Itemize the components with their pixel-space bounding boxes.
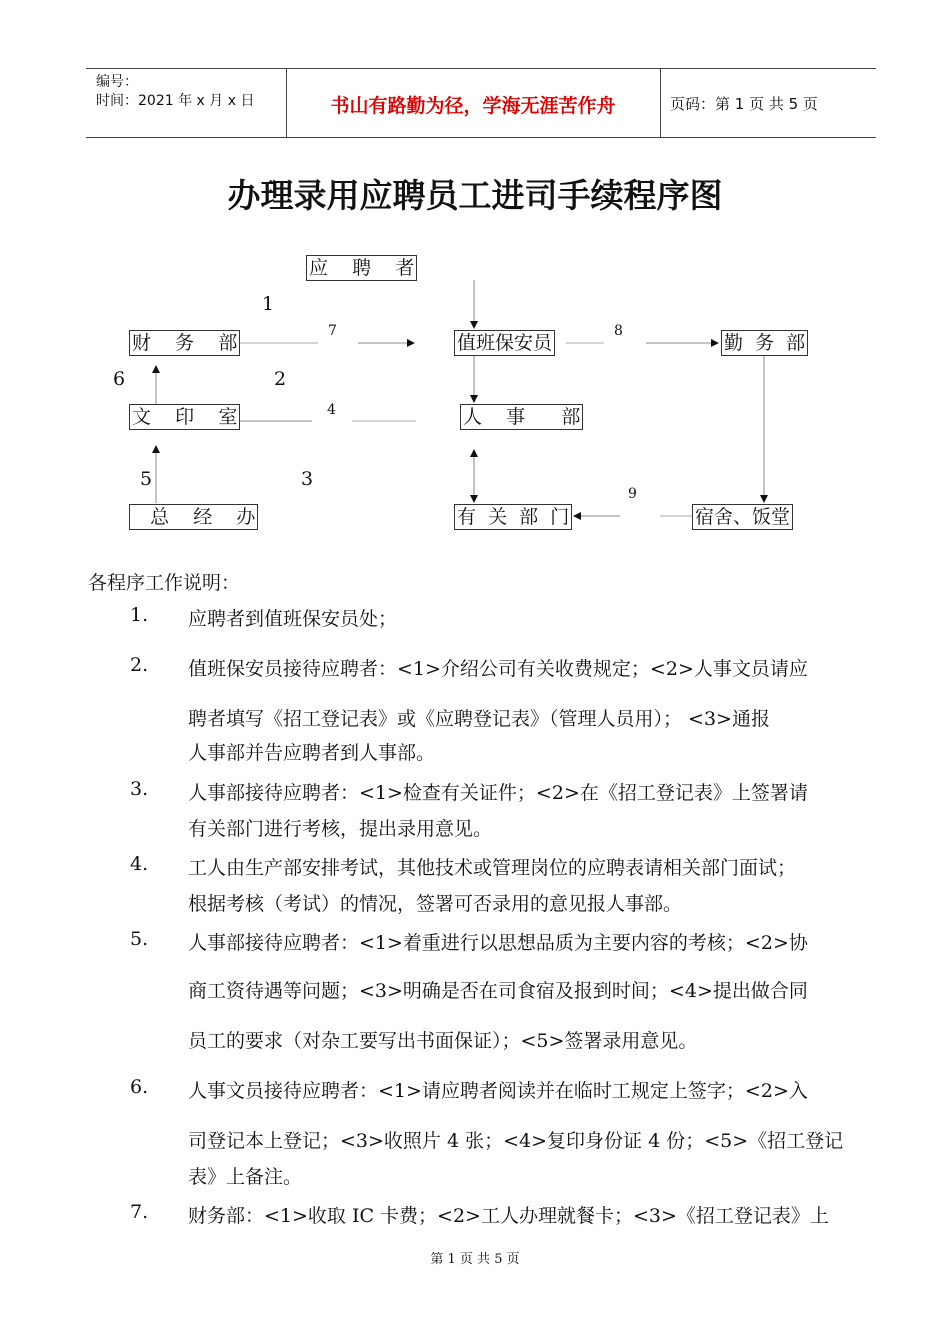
item-text: 有关部门进行考核，提出录用意见。 — [188, 818, 493, 840]
item-text: 财务部：<1>收取 IC 卡费；<2>工人办理就餐卡；<3>《招工登记表》上 — [188, 1205, 829, 1227]
item-number: 2. — [130, 654, 149, 676]
step-number: 9 — [628, 486, 637, 502]
item-text: 聘者填写《招工登记表》或《应聘登记表》（管理人员用）； <3>通报 — [188, 708, 770, 730]
item-text: 应聘者到值班保安员处； — [188, 608, 398, 630]
item-text: 员工的要求（对杂工要写出书面保证）；<5>签署录用意见。 — [188, 1030, 698, 1052]
item-number: 5. — [130, 928, 149, 950]
node-service: 勤 务 部 — [721, 330, 808, 356]
item-number: 1. — [130, 604, 149, 626]
item-number: 6. — [130, 1076, 149, 1098]
item-text: 表》上备注。 — [188, 1166, 303, 1188]
step-number: 8 — [614, 323, 623, 339]
item-text: 人事部接待应聘者：<1>检查有关证件；<2>在《招工登记表》上签署请 — [188, 782, 808, 804]
item-text: 工人由生产部安排考试，其他技术或管理岗位的应聘表请相关部门面试； — [188, 857, 797, 879]
section-heading: 各程序工作说明： — [88, 572, 241, 594]
item-number: 3. — [130, 778, 149, 800]
time-label: 时间：2021 年 x 月 x 日 — [96, 93, 255, 109]
node-general-office: 总 经 办 — [129, 504, 258, 530]
node-finance: 财 务 部 — [129, 330, 240, 356]
node-print-room: 文 印 室 — [129, 404, 240, 430]
node-related-dept: 有 关 部 门 — [454, 504, 572, 530]
node-dorm: 宿舍、饭堂 — [692, 504, 793, 530]
step-number: 4 — [327, 402, 336, 418]
header-motto: 书山有路勤为径，学海无涯苦作舟 — [330, 95, 616, 117]
node-applicant: 应 聘 者 — [306, 255, 417, 281]
number-label: 编号： — [96, 74, 138, 90]
step-number: 7 — [328, 323, 337, 339]
item-number: 4. — [130, 853, 149, 875]
header-page-info: 页码：第 1 页 共 5 页 — [670, 95, 818, 113]
step-number: 3 — [301, 468, 314, 490]
item-text: 人事部并告应聘者到人事部。 — [188, 742, 436, 764]
item-text: 人事部接待应聘者：<1>着重进行以思想品质为主要内容的考核；<2>协 — [188, 932, 808, 954]
node-hr: 人 事 部 — [460, 404, 583, 430]
item-text: 商工资待遇等问题；<3>明确是否在司食宿及报到时间；<4>提出做合同 — [188, 980, 808, 1002]
step-number: 5 — [140, 468, 153, 490]
document-title: 办理录用应聘员工进司手续程序图 — [227, 176, 723, 215]
step-number: 6 — [113, 368, 126, 390]
item-number: 7. — [130, 1201, 149, 1223]
page-footer: 第 1 页 共 5 页 — [430, 1252, 520, 1267]
step-number: 1 — [262, 293, 275, 315]
item-text: 根据考核（考试）的情况，签署可否录用的意见报人事部。 — [188, 893, 683, 915]
node-guard: 值班保安员 — [454, 330, 555, 356]
step-number: 2 — [274, 368, 287, 390]
item-text: 值班保安员接待应聘者：<1>介绍公司有关收费规定；<2>人事文员请应 — [188, 658, 808, 680]
item-text: 人事文员接待应聘者：<1>请应聘者阅读并在临时工规定上签字；<2>入 — [188, 1080, 808, 1102]
item-text: 司登记本上登记；<3>收照片 4 张；<4>复印身份证 4 份；<5>《招工登记 — [188, 1130, 844, 1152]
